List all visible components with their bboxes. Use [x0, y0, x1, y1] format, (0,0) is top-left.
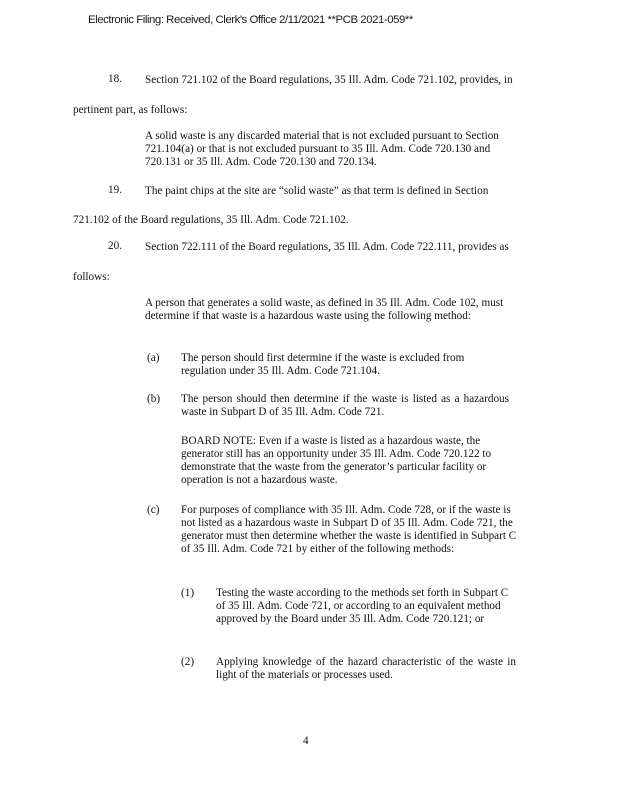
item-c-label: (c) [147, 504, 160, 516]
item-c-text: For purposes of compliance with 35 Ill. Adm. Code 728, or if the waste is not listed as a hazardous waste in Subpart D of 35 Ill. Adm. Code 721, the generator must then determine whether the waste is identified in Subpart C of 35 Ill. Adm. Code 721 by either of the following methods: [181, 504, 517, 555]
item-a-text: The person should first determine if the waste is excluded from regulation under 35 Ill. Adm. Code 721.104. [181, 352, 465, 377]
subitem-2-text: Applying knowledge of the hazard characteristic of the waste in light of the materials or processes used. [216, 656, 516, 681]
para-18-line-1: Section 721.102 of the Board regulations, 35 Ill. Adm. Code 721.102, provides, in [145, 74, 513, 86]
para-18-number: 18. [108, 73, 122, 85]
para-19-line-1: The paint chips at the site are “solid waste” as that term is defined in Section [145, 185, 489, 197]
para-18-line-2: pertinent part, as follows: [73, 104, 188, 116]
para-18-quote: A solid waste is any discarded material that is not excluded pursuant to Section 721.104(a) or that is not excluded pursuant to 35 Ill. Adm. Code 720.130 and 720.131 or 35 Ill. Adm. Code 720.130 and 720.134. [145, 130, 499, 168]
item-a-label: (a) [147, 352, 160, 364]
board-note: BOARD NOTE: Even if a waste is listed as a hazardous waste, the generator still has an opportunity under 35 Ill. Adm. Code 720.122 to demonstrate that the waste from the generator’s particular facility or operation is not a hazardous waste. [181, 435, 492, 486]
para-20-intro: A person that generates a solid waste, as defined in 35 Ill. Adm. Code 102, must determine if that waste is a hazardous waste using the following method: [145, 297, 504, 322]
filing-header: Electronic Filing: Received, Clerk's Office 2/11/2021 **PCB 2021-059** [88, 14, 413, 26]
subitem-1-label: (1) [181, 587, 195, 599]
subitem-1-text: Testing the waste according to the methods set forth in Subpart C of 35 Ill. Adm. Code 721, or according to an equivalent method approved by the Board under 35 Ill. Adm. Code 720.121; or [216, 587, 509, 625]
para-20-line-1: Section 722.111 of the Board regulations, 35 Ill. Adm. Code 722.111, provides as [145, 241, 509, 253]
item-b-text: The person should then determine if the waste is listed as a hazardous waste in Subpart D of 35 Ill. Adm. Code 721. [181, 393, 509, 418]
item-b-label: (b) [147, 393, 161, 405]
para-19-number: 19. [108, 184, 122, 196]
para-20-line-2: follows: [73, 271, 110, 283]
para-19-line-2: 721.102 of the Board regulations, 35 Ill. Adm. Code 721.102. [73, 214, 349, 226]
page-number: 4 [303, 735, 309, 747]
subitem-2-label: (2) [181, 656, 195, 668]
para-20-number: 20. [108, 240, 122, 252]
